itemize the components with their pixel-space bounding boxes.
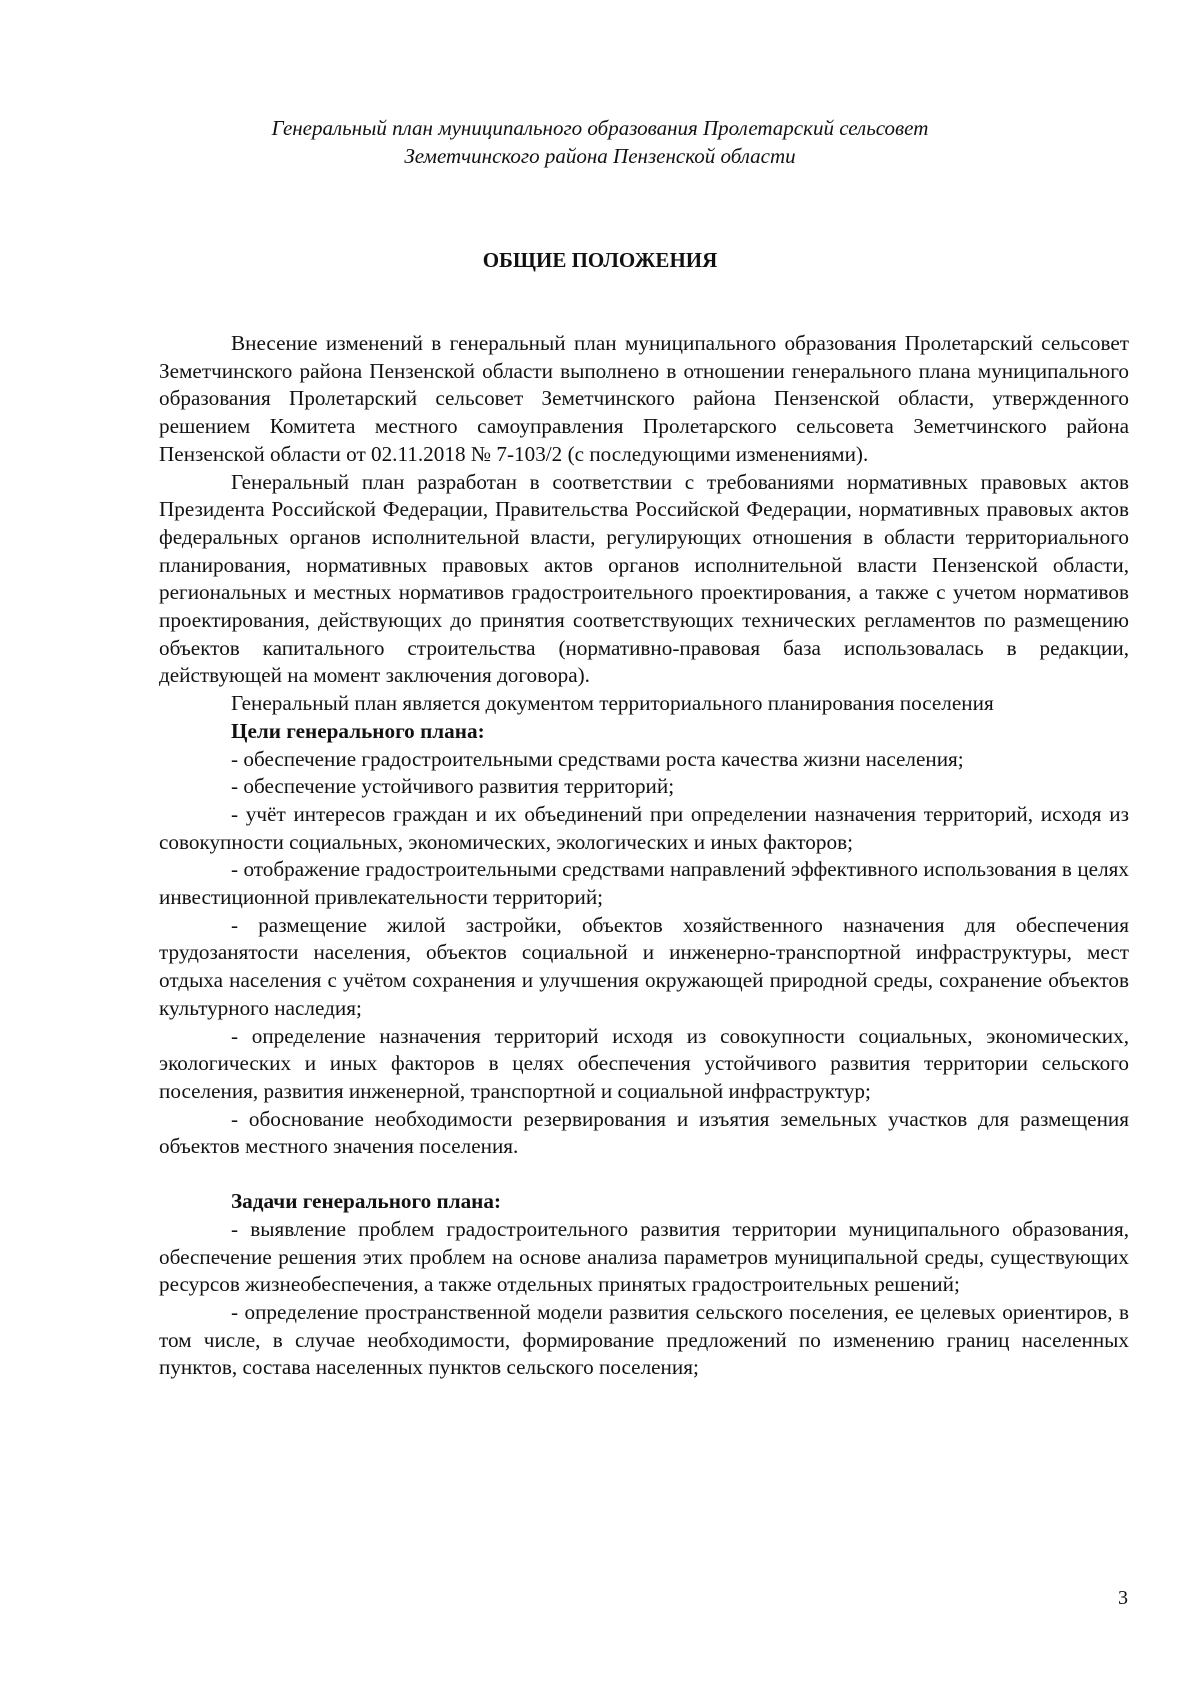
paragraph-status: Генеральный план является документом территориального планирования поселения [231,691,994,716]
goals-heading: Цели генерального плана: [231,718,485,743]
tasks-heading: Задачи генерального плана: [231,1189,502,1214]
paragraph-basis: Генеральный план разработан в соответствии с требованиями нормативных правовых актов Президента Российской Федерации, Правительства Российской Федерации, нормативных правовых актов федеральных органов исполнительной власти, регулирующих отношения в области территориального планирования, нормативных правовых актов органов исполнительной власти Пензенской области, региональных и местных нормативов градостроительного проектирования, а также с учетом нормативов проектирования, действующих до принятия соответствующих технических регламентов по размещению объектов капитального строительства (нормативно-правовая база использовалась в редакции, действующей на момент заключения договора). [159,469,1129,688]
header-line-1: Генеральный план муниципального образования Пролетарский сельсовет [271,116,929,140]
page-number: 3 [1118,1587,1128,1609]
header-line-2: Земетчинского района Пензенской области [404,144,796,168]
task-item: - выявление проблем градостроительного развития территории муниципального образования, обеспечение решения этих проблем на основе анализа параметров муниципальной среды, существующих ресурсов жизнеобеспечения, а также отдельных принятых градостроительных решений; [159,1216,1129,1297]
document-running-header [0,114,1200,170]
goal-item: - размещение жилой застройки, объектов хозяйственного назначения для обеспечения трудозанятости населения, объектов социальной и инженерно-транспортной инфраструктуры, мест отдыха населения с учётом сохранения и улучшения окружающей природной среды, сохранение объектов культурного наследия; [159,912,1129,1020]
goal-item: - отображение градостроительными средствами направлений эффективного использования в целях инвестиционной привлекательности территорий; [159,857,1129,910]
goal-item: - обеспечение градостроительными средствами роста качества жизни населения; [231,746,964,771]
section-title: ОБЩИЕ ПОЛОЖЕНИЯ [482,248,718,272]
goal-item: - учёт интересов граждан и их объединений при определении назначения территорий, исходя из совокупности социальных, экономических, экологических и иных факторов; [159,801,1129,854]
paragraph-intro: Внесение изменений в генеральный план муниципального образования Пролетарский сельсовет Земетчинского района Пензенской области выполнено в отношении генерального плана муниципального образования Пролетарский сельсовет Земетчинского района Пензенской области, утвержденного решением Комитета местного самоуправления Пролетарского сельсовета Земетчинского района Пензенской области от 02.11.2018 № 7-103/2 (с последующими изменениями). [159,331,1129,466]
document-body [159,330,1129,1382]
task-item: - определение пространственной модели развития сельского поселения, ее целевых ориентиров, в том числе, в случае необходимости, формирование предложений по изменению границ населенных пунктов, состава населенных пунктов сельского поселения; [159,1299,1129,1380]
goal-item: - обеспечение устойчивого развития территорий; [231,774,675,799]
goal-item: - определение назначения территорий исходя из совокупности социальных, экономических, экологических и иных факторов в целях обеспечения устойчивого развития территории сельского поселения, развития инженерной, транспортной и социальной инфраструктур; [159,1023,1129,1103]
goal-item: - обоснование необходимости резервирования и изъятия земельных участков для размещения объектов местного значения поселения. [159,1106,1129,1159]
